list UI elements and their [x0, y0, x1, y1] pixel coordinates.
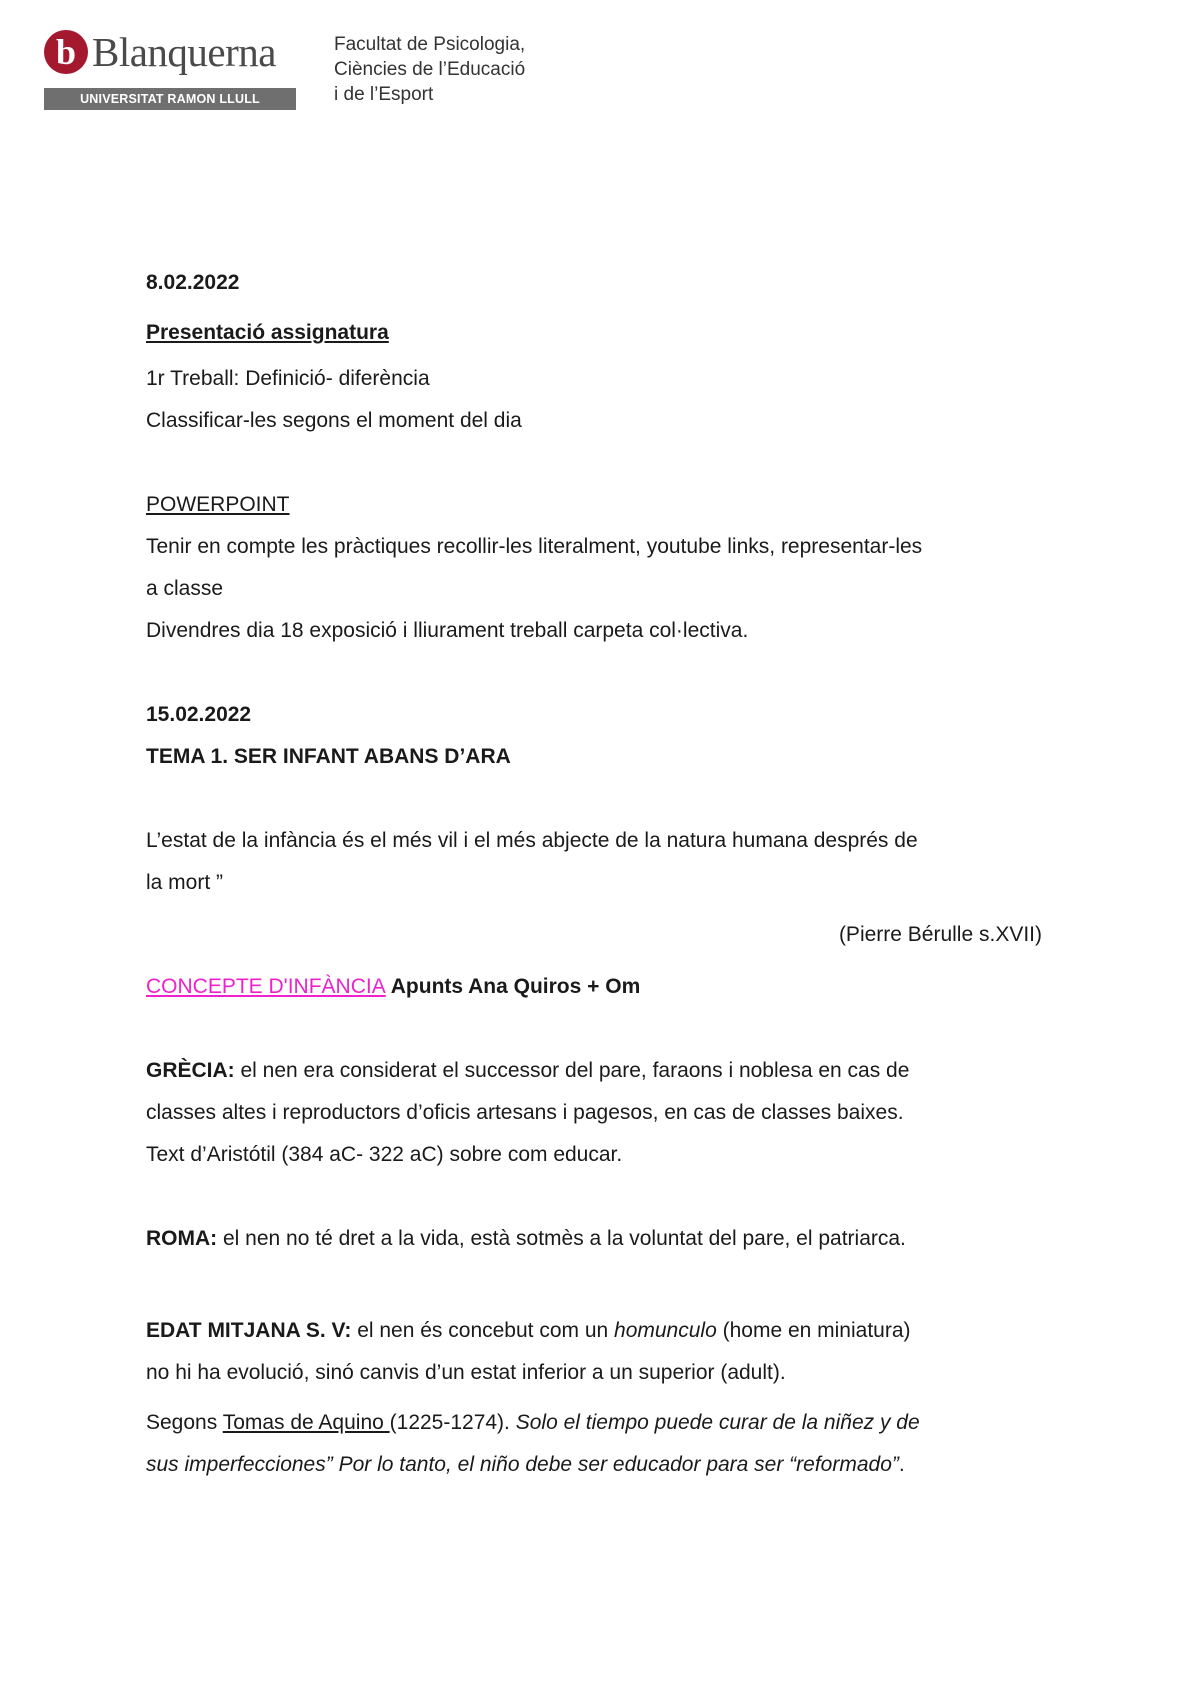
treball-line: 1r Treball: Definició- diferència: [146, 367, 430, 390]
grecia-line-3: Text d’Aristótil (384 aC- 322 aC) sobre com educar.: [146, 1143, 623, 1166]
segons-italic-1: Solo el tiempo puede curar de la niñez y de: [515, 1411, 920, 1434]
edat-label: EDAT MITJANA S. V:: [146, 1319, 352, 1342]
document-body: [146, 262, 1066, 1486]
roma-text: el nen no té dret a la vida, està sotmès a la voluntat del pare, el patriarca.: [217, 1227, 906, 1250]
classificar-line: Classificar-les segons el moment del dia: [146, 409, 522, 432]
presentation-heading: Presentació assignatura: [146, 321, 389, 344]
edat-line-1: [146, 1310, 1066, 1352]
divendres-line: Divendres dia 18 exposició i lliurament treball carpeta col·lectiva.: [146, 619, 749, 642]
edat-text-b: (home en miniatura): [716, 1319, 911, 1342]
segons-end: .: [898, 1453, 905, 1476]
date-heading-1: 8.02.2022: [146, 271, 240, 294]
tenir-line-2: a classe: [146, 577, 224, 600]
concepte-link[interactable]: CONCEPTE D'INFÀNCIA: [146, 975, 386, 998]
concepte-line: [146, 966, 1066, 1008]
quote-line-2: la mort ”: [146, 871, 224, 894]
quote-attribution: (Pierre Bérulle s.XVII): [838, 923, 1042, 946]
date-heading-2: 15.02.2022: [146, 703, 252, 726]
quote-line-1: L’estat de la infància és el més vil i el més abjecte de la natura humana després de: [146, 829, 918, 852]
roma-label: ROMA:: [146, 1227, 218, 1250]
segons-line-1: [146, 1402, 1066, 1444]
logo-b-icon: [44, 30, 88, 74]
segons-name-link[interactable]: Tomas de Aquino: [222, 1411, 390, 1434]
grecia-text-1: el nen era considerat el successor del pare, faraons i noblesa en cas de: [234, 1059, 910, 1082]
grecia-line-1: [146, 1050, 1066, 1092]
logo-university-bar: UNIVERSITAT RAMON LLULL: [44, 88, 296, 110]
faculty-line-1: Facultat de Psicologia,: [334, 34, 526, 55]
faculty-name: [334, 32, 525, 107]
faculty-line-3: i de l’Esport: [334, 84, 434, 105]
grecia-line-2: classes altes i reproductors d’oficis artesans i pagesos, en cas de classes baixes.: [146, 1101, 904, 1124]
edat-homunculo: homunculo: [614, 1319, 717, 1342]
faculty-line-2: Ciències de l’Educació: [334, 59, 526, 80]
segons-years: (1225-1274).: [389, 1411, 516, 1434]
segons-italic-2: sus imperfecciones” Por lo tanto, el niño debe ser educador para ser “reformado”: [146, 1453, 899, 1476]
logo-name: Blanquerna: [92, 29, 276, 75]
roma-line: [146, 1218, 1066, 1260]
edat-text-a: el nen és concebut com un: [351, 1319, 615, 1342]
segons-prefix: Segons: [146, 1411, 223, 1434]
powerpoint-label: POWERPOINT: [146, 493, 290, 516]
concepte-rest: Apunts Ana Quiros + Om: [385, 975, 641, 998]
edat-line-2: no hi ha evolució, sinó canvis d’un estat inferior a un superior (adult).: [146, 1361, 786, 1384]
logo-letter: b: [55, 32, 77, 72]
segons-line-2: [146, 1444, 1066, 1486]
tema-title: TEMA 1. SER INFANT ABANS D’ARA: [146, 745, 511, 768]
tenir-line-1: Tenir en compte les pràctiques recollir-les literalment, youtube links, representar-les: [146, 535, 923, 558]
grecia-label: GRÈCIA:: [146, 1059, 235, 1082]
